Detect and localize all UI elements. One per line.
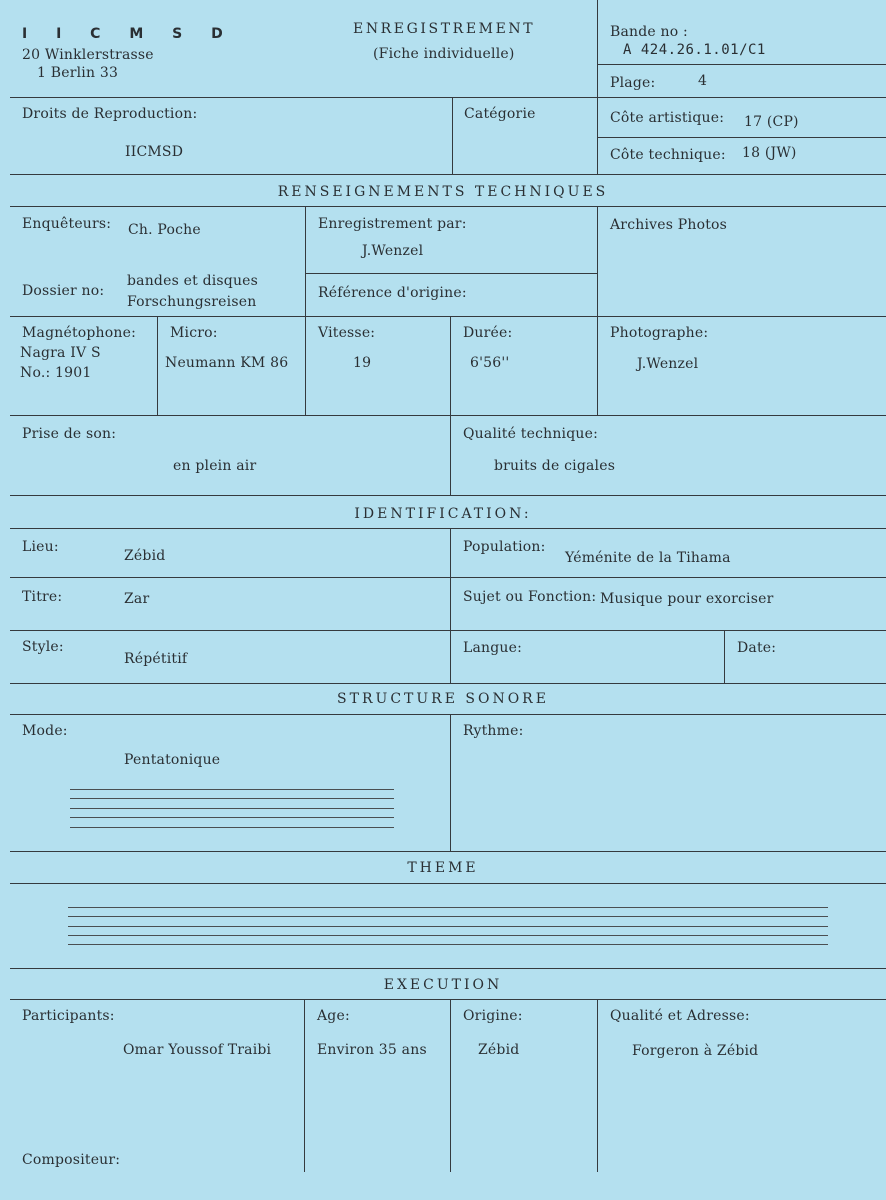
categorie-label: Catégorie	[464, 106, 536, 122]
rythme-label: Rythme:	[463, 723, 524, 739]
mode-staff-line	[70, 808, 394, 809]
vitesse-value: 19	[353, 355, 372, 371]
section-theme: THEME	[407, 860, 479, 876]
rule	[305, 206, 306, 415]
rule	[724, 630, 725, 683]
rule	[597, 97, 598, 174]
lieu-value: Zébid	[124, 548, 166, 564]
age-label: Age:	[317, 1008, 350, 1024]
participants-value: Omar Youssof Traibi	[123, 1042, 272, 1058]
dossier-value-line-1: bandes et disques	[127, 273, 259, 289]
rule	[452, 97, 453, 174]
cote-technique-label: Côte technique:	[610, 147, 726, 163]
enregistrement-par-label: Enregistrement par:	[318, 216, 467, 232]
form-title: ENREGISTREMENT	[353, 21, 536, 37]
plage-label: Plage:	[610, 75, 656, 91]
mode-staff-line	[70, 798, 394, 799]
date-label: Date:	[737, 640, 777, 656]
rule	[10, 316, 886, 317]
rule	[10, 174, 886, 175]
rule	[10, 577, 886, 578]
mode-staff-line	[70, 827, 394, 828]
form-subtitle: (Fiche individuelle)	[373, 46, 515, 62]
rule	[10, 206, 886, 207]
lieu-label: Lieu:	[22, 539, 59, 555]
rule	[450, 714, 451, 851]
rule	[597, 206, 598, 415]
org-logo: I I C M S D	[22, 26, 235, 42]
plage-value: 4	[698, 73, 708, 89]
magnetophone-label: Magnétophone:	[22, 325, 137, 341]
rule	[450, 528, 451, 683]
enqueteurs-label: Enquêteurs:	[22, 216, 112, 232]
titre-value: Zar	[124, 591, 150, 607]
qualite-technique-label: Qualité technique:	[463, 426, 599, 442]
rule	[10, 495, 886, 496]
mode-label: Mode:	[22, 723, 68, 739]
theme-staff-line	[68, 916, 828, 917]
origine-value: Zébid	[478, 1042, 520, 1058]
cote-technique-value: 18 (JW)	[742, 145, 797, 161]
rule	[450, 316, 451, 415]
mode-staff-line	[70, 789, 394, 790]
magnetophone-value-line-2: No.: 1901	[20, 365, 92, 381]
photographe-label: Photographe:	[610, 325, 709, 341]
rule	[597, 137, 886, 138]
photographe-value: J.Wenzel	[637, 356, 699, 372]
rule	[157, 316, 158, 415]
enregistrement-par-value: J.Wenzel	[362, 243, 424, 259]
bande-label: Bande no :	[610, 24, 688, 40]
magnetophone-value-line-1: Nagra IV S	[20, 345, 101, 361]
theme-staff-line	[68, 907, 828, 908]
rule	[10, 630, 886, 631]
rule	[10, 415, 886, 416]
dossier-value-line-2: Forschungsreisen	[127, 294, 257, 310]
section-renseignements-techniques: RENSEIGNEMENTS TECHNIQUES	[277, 184, 609, 200]
prise-de-son-value: en plein air	[173, 458, 257, 474]
rule	[597, 0, 598, 97]
droits-label: Droits de Reproduction:	[22, 106, 198, 122]
rule	[10, 97, 886, 98]
duree-value: 6'56''	[470, 355, 510, 371]
rule	[10, 883, 886, 884]
theme-staff-line	[68, 926, 828, 927]
sujet-fonction-label: Sujet ou Fonction:	[463, 589, 597, 605]
rule	[10, 528, 886, 529]
rule	[305, 273, 597, 274]
langue-label: Langue:	[463, 640, 523, 656]
vitesse-label: Vitesse:	[318, 325, 376, 341]
cote-artistique-value: 17 (CP)	[744, 114, 799, 130]
address-line-1: 20 Winklerstrasse	[22, 47, 154, 63]
origine-label: Origine:	[463, 1008, 523, 1024]
qualite-technique-value: bruits de cigales	[494, 458, 616, 474]
rule	[597, 64, 886, 65]
prise-de-son-label: Prise de son:	[22, 426, 117, 442]
rule	[10, 968, 886, 969]
rule	[304, 999, 305, 1172]
compositeur-label: Compositeur:	[22, 1152, 121, 1168]
mode-value: Pentatonique	[124, 752, 221, 768]
style-label: Style:	[22, 639, 64, 655]
section-structure-sonore: STRUCTURE SONORE	[337, 691, 549, 707]
population-label: Population:	[463, 539, 546, 555]
rule	[10, 851, 886, 852]
section-identification: IDENTIFICATION:	[354, 506, 532, 522]
rule	[10, 999, 886, 1000]
micro-value: Neumann KM 86	[165, 355, 289, 371]
dossier-label: Dossier no:	[22, 283, 105, 299]
archives-photos-label: Archives Photos	[610, 217, 728, 233]
micro-label: Micro:	[170, 325, 218, 341]
qualite-adresse-label: Qualité et Adresse:	[610, 1008, 750, 1024]
droits-value: IICMSD	[125, 144, 184, 160]
duree-label: Durée:	[463, 325, 513, 341]
theme-staff-line	[68, 935, 828, 936]
titre-label: Titre:	[22, 589, 63, 605]
enqueteurs-value: Ch. Poche	[128, 222, 201, 238]
address-line-2: 1 Berlin 33	[37, 65, 119, 81]
theme-staff-line	[68, 944, 828, 945]
rule	[450, 999, 451, 1172]
mode-staff-line	[70, 817, 394, 818]
qualite-adresse-value: Forgeron à Zébid	[632, 1043, 759, 1059]
sujet-fonction-value: Musique pour exorciser	[600, 591, 774, 607]
rule	[597, 999, 598, 1172]
participants-label: Participants:	[22, 1008, 115, 1024]
age-value: Environ 35 ans	[317, 1042, 427, 1058]
style-value: Répétitif	[124, 651, 188, 667]
rule	[10, 714, 886, 715]
bande-value: A 424.26.1.01/C1	[623, 42, 766, 58]
reference-origine-label: Référence d'origine:	[318, 285, 467, 301]
cote-artistique-label: Côte artistique:	[610, 110, 725, 126]
rule	[10, 683, 886, 684]
population-value: Yéménite de la Tihama	[565, 550, 731, 566]
rule	[450, 415, 451, 495]
section-execution: EXECUTION	[383, 977, 503, 993]
